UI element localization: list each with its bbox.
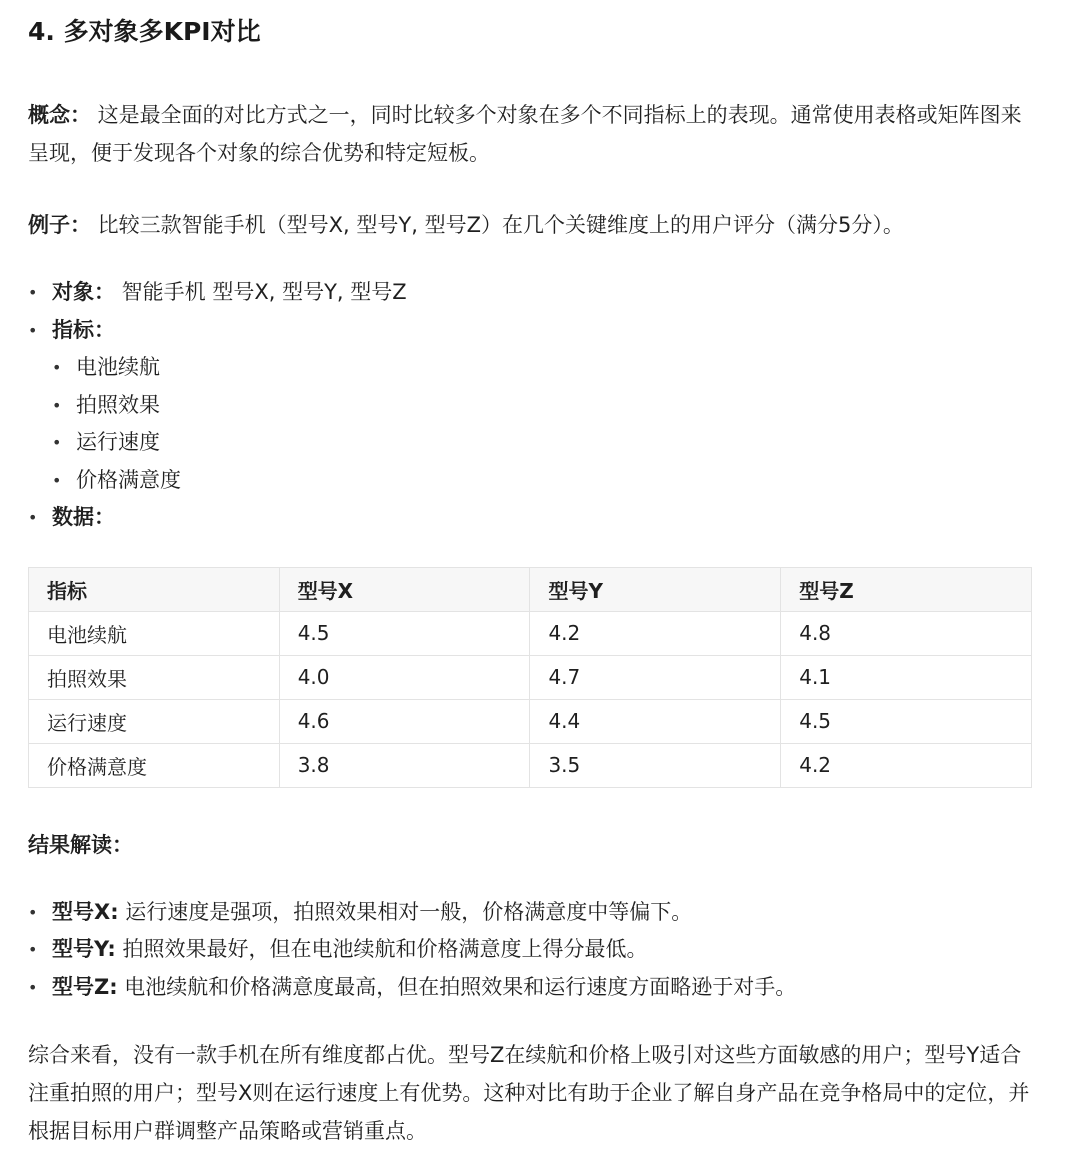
table-cell: 价格满意度 [29, 743, 280, 787]
table-cell: 4.6 [279, 699, 530, 743]
metric-item: • 电池续航 [52, 349, 1032, 387]
table-row [29, 743, 1032, 787]
example-text: 比较三款智能手机（型号X, 型号Y, 型号Z）在几个关键维度上的用户评分（满分5分）。 [91, 213, 904, 237]
table-cell: 拍照效果 [29, 655, 280, 699]
table-cell: 电池续航 [29, 611, 280, 655]
table-cell: 4.2 [530, 611, 781, 655]
list-item-data [28, 499, 1032, 537]
table-header-row [29, 567, 1032, 611]
metrics-label: 指标： [52, 317, 115, 342]
result-item [28, 931, 1032, 969]
result-item [28, 969, 1032, 1007]
metric-item: • 拍照效果 [52, 387, 1032, 425]
table-cell: 3.8 [279, 743, 530, 787]
list-item-objects [28, 274, 1032, 312]
objects-text: 智能手机 型号X, 型号Y, 型号Z [115, 280, 407, 304]
table-cell: 4.2 [781, 743, 1032, 787]
results-title: 结果解读： [28, 832, 133, 857]
table-cell: 4.5 [279, 611, 530, 655]
info-list [28, 274, 1032, 537]
comparison-table [28, 567, 1032, 788]
concept-label: 概念： [28, 103, 91, 127]
table-row [29, 655, 1032, 699]
table-cell: 3.5 [530, 743, 781, 787]
table-cell: 4.0 [279, 655, 530, 699]
table-cell: 4.4 [530, 699, 781, 743]
objects-label: 对象： [52, 280, 115, 304]
table-row [29, 611, 1032, 655]
section-heading: 4. 多对象多KPI对比 [28, 17, 261, 46]
table-cell: 运行速度 [29, 699, 280, 743]
table-cell: 4.8 [781, 611, 1032, 655]
table-cell: 4.5 [781, 699, 1032, 743]
table-cell: 4.1 [781, 655, 1032, 699]
example-label: 例子： [28, 213, 91, 237]
result-label: 型号X: [52, 899, 119, 924]
result-label: 型号Z: [52, 974, 118, 999]
table-header-cell: 型号Y [530, 567, 781, 611]
results-list [28, 894, 1032, 1007]
table-cell: 4.7 [530, 655, 781, 699]
result-text: 运行速度是强项，拍照效果相对一般，价格满意度中等偏下。 [118, 899, 693, 924]
data-label: 数据： [52, 505, 115, 529]
list-item-metrics [28, 312, 1032, 500]
example-paragraph [28, 206, 1032, 244]
concept-paragraph [28, 96, 1032, 172]
metric-item: • 运行速度 [52, 424, 1032, 462]
table-header-cell: 型号X [279, 567, 530, 611]
table-row [29, 699, 1032, 743]
table-header-cell: 型号Z [781, 567, 1032, 611]
result-label: 型号Y: [52, 937, 116, 961]
result-text: 电池续航和价格满意度最高，但在拍照效果和运行速度方面略逊于对手。 [117, 974, 797, 999]
metrics-sublist [52, 349, 1032, 499]
result-text: 拍照效果最好，但在电池续航和价格满意度上得分最低。 [115, 937, 648, 961]
concept-text: 这是最全面的对比方式之一，同时比较多个对象在多个不同指标上的表现。通常使用表格或矩阵图来呈现，便于发现各个对象的综合优势和特定短板。 [28, 103, 1022, 165]
metric-item: • 价格满意度 [52, 462, 1032, 500]
table-header-cell: 指标 [29, 567, 280, 611]
result-item [28, 894, 1032, 932]
summary-paragraph: 综合来看，没有一款手机在所有维度都占优。型号Z在续航和价格上吸引对这些方面敏感的用户；型号Y适合注重拍照的用户；型号X则在运行速度上有优势。这种对比有助于企业了解自身产品在竞争格局中的定位，并根据目标用户群调整产品策略或营销重点。 [28, 1043, 1030, 1143]
